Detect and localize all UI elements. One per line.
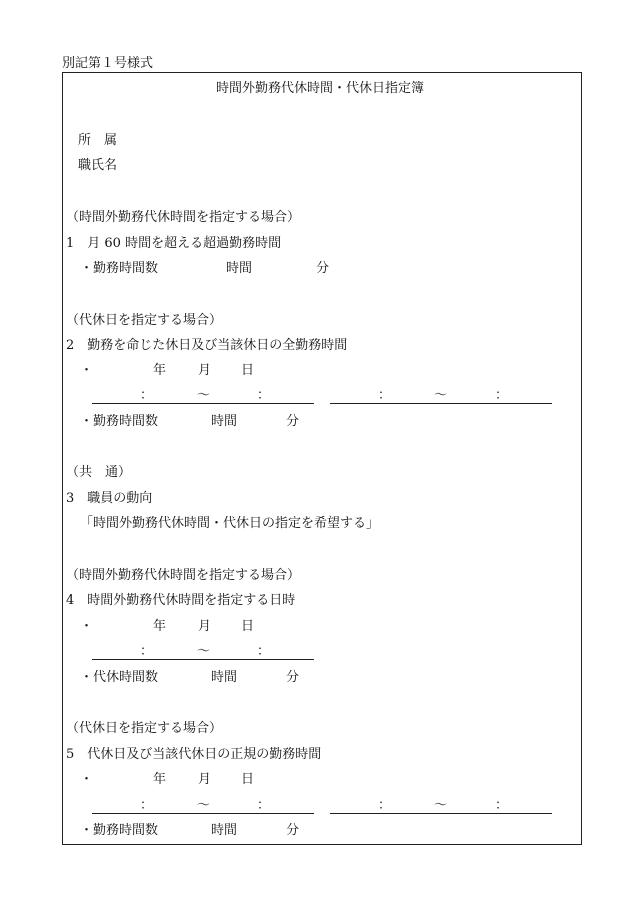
affiliation-label: 所 属	[78, 133, 118, 148]
section2-colon-1: ：	[140, 388, 154, 403]
section4-year: 年	[153, 619, 167, 634]
section5-year: 年	[153, 772, 167, 787]
name-title-label: 職氏名	[78, 158, 118, 173]
section4-bullet: ・	[80, 619, 94, 634]
section5-heading: 5 代休日及び当該代休日の正規の勤務時間	[66, 747, 322, 762]
section2-hours-unit: 時間	[211, 414, 238, 429]
section4-condition: （時間外勤務代休時間を指定する場合）	[66, 568, 301, 583]
section5-colon-3: ：	[378, 798, 392, 813]
section5-condition: （代休日を指定する場合）	[66, 721, 223, 736]
section5-minutes-unit: 分	[286, 823, 300, 838]
section2-year: 年	[153, 363, 167, 378]
section2-tilde-2: ～	[434, 388, 448, 403]
section4-tilde: ～	[197, 644, 211, 659]
section2-day: 日	[241, 363, 255, 378]
section1-condition: （時間外勤務代休時間を指定する場合）	[66, 210, 301, 225]
section5-colon-2: ：	[257, 798, 271, 813]
section1-work-hours-label: ・勤務時間数	[80, 261, 159, 276]
section5-month: 月	[198, 772, 212, 787]
section4-time-line	[92, 659, 314, 660]
section2-heading: 2 勤務を命じた休日及び当該休日の全勤務時間	[66, 338, 348, 353]
section5-work-hours-label: ・勤務時間数	[80, 823, 159, 838]
section4-day: 日	[241, 619, 255, 634]
section4-colon-2: ：	[257, 644, 271, 659]
section4-heading: 4 時間外勤務代休時間を指定する日時	[66, 593, 296, 608]
section1-heading: 1 月 60 時間を超える超過勤務時間	[66, 236, 282, 251]
form-label: 別記第１号様式	[62, 56, 154, 71]
section3-statement: 「時間外勤務代休時間・代休日の指定を希望する」	[80, 516, 380, 531]
section5-bullet: ・	[80, 772, 94, 787]
section5-tilde-1: ～	[197, 798, 211, 813]
section4-month: 月	[198, 619, 212, 634]
section4-minutes-unit: 分	[286, 670, 300, 685]
section2-bullet: ・	[80, 363, 94, 378]
section3-condition: （共 通）	[66, 465, 132, 480]
section5-colon-4: ：	[495, 798, 509, 813]
section2-time-line-1	[92, 403, 314, 404]
section2-work-hours-label: ・勤務時間数	[80, 414, 159, 429]
section1-minutes-unit: 分	[316, 261, 330, 276]
section5-tilde-2: ～	[434, 798, 448, 813]
section2-condition: （代休日を指定する場合）	[66, 313, 223, 328]
section5-time-line-1	[92, 813, 314, 814]
section2-tilde-1: ～	[197, 388, 211, 403]
section1-hours-unit: 時間	[226, 261, 253, 276]
section2-month: 月	[198, 363, 212, 378]
section2-colon-3: ：	[378, 388, 392, 403]
section4-hours-unit: 時間	[211, 670, 238, 685]
section2-time-line-2	[330, 403, 552, 404]
section2-colon-4: ：	[495, 388, 509, 403]
section3-heading: 3 職員の動向	[66, 491, 153, 506]
section4-colon-1: ：	[140, 644, 154, 659]
section5-hours-unit: 時間	[211, 823, 238, 838]
form-title: 時間外勤務代休時間・代休日指定簿	[215, 81, 424, 96]
section4-hours-label: ・代休時間数	[80, 670, 159, 685]
section2-colon-2: ：	[257, 388, 271, 403]
section5-day: 日	[241, 772, 255, 787]
section2-minutes-unit: 分	[286, 414, 300, 429]
section5-time-line-2	[330, 813, 552, 814]
section5-colon-1: ：	[140, 798, 154, 813]
